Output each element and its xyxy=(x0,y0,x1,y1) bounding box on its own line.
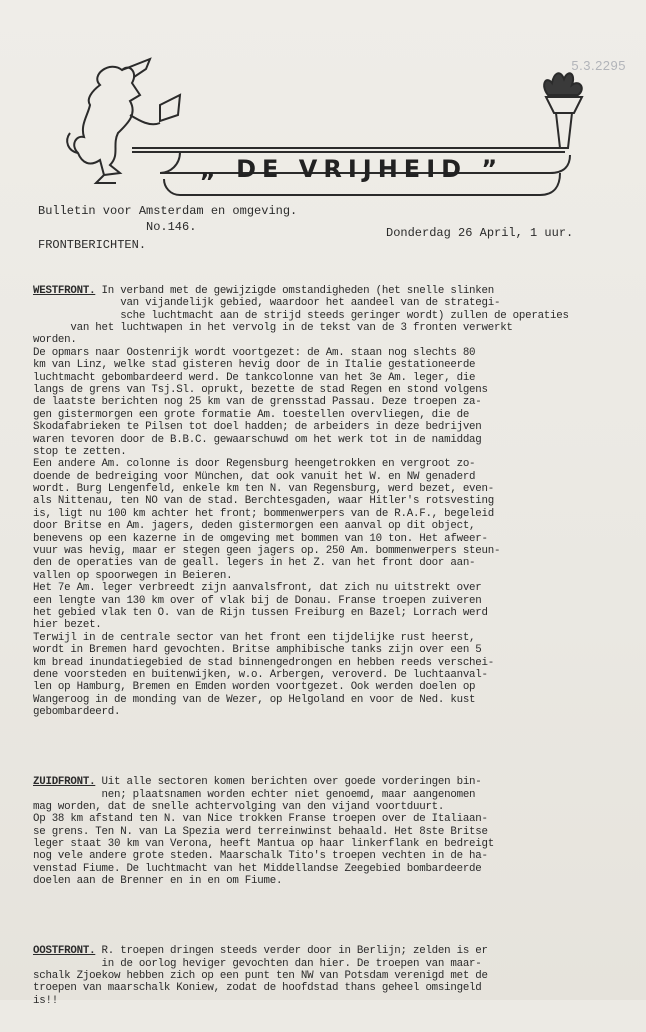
westfront-text: Een andere Am. colonne is door Regensburg heengetrokken en vergroot zo- xyxy=(33,458,476,471)
zuidfront-text: nog vele andere grote steden. Maarschalk Tito's troepen vechten in de ha- xyxy=(33,850,488,863)
zuidfront-text: Op 38 km afstand ten N. van Nice trokken Franse troepen over de Italiaan- xyxy=(33,813,488,826)
westfront-text: is, ligt nu 100 km achter het front; bommenwerpers van de R.A.F., begeleid xyxy=(33,507,494,520)
zuidfront-text: Uit alle sectoren komen berichten over goede vorderingen bin- xyxy=(95,776,482,789)
westfront-line xyxy=(33,706,615,718)
westfront-line xyxy=(33,359,615,371)
westfront-line xyxy=(33,508,615,520)
zuidfront-text: nen; plaatsnamen worden echter niet genoemd, maar aangenomen xyxy=(33,788,476,801)
westfront-line xyxy=(33,310,615,322)
westfront-text: wordt. Burg Lengenfeld, enkele km ten N. van Regensburg, werd bezet, even- xyxy=(33,483,494,496)
oostfront-text: troepen van maarschalk Koniew, zodat de hoofdstad thans geheel omsingeld xyxy=(33,982,482,995)
westfront-text: den de operaties van de geall. legers in het Z. van het front door aan- xyxy=(33,557,476,570)
westfront-line xyxy=(33,285,615,297)
westfront-line xyxy=(33,533,615,545)
westfront-line xyxy=(33,657,615,669)
oostfront-line xyxy=(33,970,615,982)
westfront-line xyxy=(33,619,615,631)
westfront-text: km van Linz, welke stad gisteren hevig door de in Italie gestationeerde xyxy=(33,359,476,372)
newspaper-title: „ DE VRIJHEID ” xyxy=(200,155,504,183)
westfront-line xyxy=(33,607,615,619)
zuidfront-heading: ZUIDFRONT. xyxy=(33,776,96,789)
westfront-text: gen gistermorgen een grote formatie Am. toestellen overvliegen, die de xyxy=(33,408,470,421)
zuidfront-line xyxy=(33,863,615,875)
westfront-text: het gebied vlak ten O. van de Rijn tussen Freiburg en Bazel; Lorrach werd xyxy=(33,606,488,619)
issue-date: Donderdag 26 April, 1 uur. xyxy=(386,226,574,240)
westfront-text: als Nittenau, ten NO van de stad. Berchtesgaden, waar Hitler's rotsvesting xyxy=(33,495,494,508)
westfront-line xyxy=(33,595,615,607)
westfront-text: stop te zetten. xyxy=(33,445,127,458)
westfront-text: worden. xyxy=(33,334,77,347)
westfront-line xyxy=(33,297,615,309)
westfront-line xyxy=(33,347,615,359)
westfront-text: gebombardeerd. xyxy=(33,706,121,719)
westfront-text: waren tevoren door de B.B.C. gewaarschuwd om het werk tot in de namiddag xyxy=(33,433,482,446)
westfront-text: een lengte van 130 km over of vlak bij de Donau. Franse troepen zuiveren xyxy=(33,594,482,607)
article-body xyxy=(33,260,615,1032)
westfront-text: doende de bedreiging voor München, dat ook vanuit het W. en NW genaderd xyxy=(33,470,476,483)
westfront-line xyxy=(33,322,615,334)
westfront-line xyxy=(33,681,615,693)
zuidfront-text: leger staat 30 km van Verona, heeft Mantua op haar linkerflank en bedreigt xyxy=(33,838,494,851)
zuidfront-line xyxy=(33,838,615,850)
westfront-line xyxy=(33,421,615,433)
zuidfront-text: doelen aan de Brenner en in en om Fiume. xyxy=(33,875,283,888)
zuidfront-line xyxy=(33,801,615,813)
westfront-line xyxy=(33,396,615,408)
section-heading: FRONTBERICHTEN. xyxy=(38,238,147,252)
zuidfront-line xyxy=(33,826,615,838)
westfront-line xyxy=(33,582,615,594)
oostfront-line xyxy=(33,982,615,994)
westfront-line xyxy=(33,334,615,346)
westfront-text: sche luchtmacht aan de strijd steeds geringer wordt) zullen de operaties xyxy=(33,309,569,322)
westfront-text: Het 7e Am. leger verbreedt zijn aanvalsfront, dat zich nu uitstrekt over xyxy=(33,582,482,595)
westfront-text: langs de grens van Tsj.Sl. oprukt, bezette de stad Regen en stond volgens xyxy=(33,383,488,396)
oostfront-text: is!! xyxy=(33,994,58,1007)
issue-number: No.146. xyxy=(146,220,197,234)
westfront-text: len op Hamburg, Bremen en Emden worden voortgezet. Ook werden doelen op xyxy=(33,681,476,694)
westfront-line xyxy=(33,483,615,495)
westfront-line xyxy=(33,545,615,557)
westfront-text: wordt in Bremen hard gevochten. Britse amphibische tanks zijn over een 5 xyxy=(33,644,482,657)
westfront-line xyxy=(33,632,615,644)
torch-icon xyxy=(544,73,582,148)
westfront-line xyxy=(33,384,615,396)
westfront-line xyxy=(33,471,615,483)
westfront-text: km bread inundatiegebied de stad binnengedrongen en hebben reeds verschei- xyxy=(33,656,494,669)
oostfront-text: schalk Zjoekow hebben zich op een punt ten NW van Potsdam verenigd met de xyxy=(33,970,488,983)
westfront-line xyxy=(33,557,615,569)
westfront-line xyxy=(33,434,615,446)
zuidfront-text: mag worden, dat de snelle achtervolging van den vijand voortduurt. xyxy=(33,800,445,813)
westfront-line xyxy=(33,520,615,532)
westfront-section xyxy=(33,285,615,719)
zuidfront-text: se grens. Ten N. van La Spezia werd terreinwinst behaald. Het 8ste Britse xyxy=(33,825,488,838)
westfront-line xyxy=(33,570,615,582)
oostfront-text: in de oorlog heviger gevochten dan hier. De troepen van maar- xyxy=(33,957,482,970)
westfront-text: van vijandelijk gebied, waardoor het aandeel van de strategi- xyxy=(33,297,501,310)
westfront-text: dene voorsteden en buitenwijken, w.o. Arbergen, veroverd. De luchtaanval- xyxy=(33,668,488,681)
westfront-text: hier bezet. xyxy=(33,619,102,632)
westfront-text: Wangeroog in de monding van de Wezer, op Helgoland en voor de Ned. kust xyxy=(33,693,476,706)
oostfront-heading: OOSTFRONT. xyxy=(33,945,96,958)
lion-emblem-icon xyxy=(67,59,160,183)
flag-icon xyxy=(160,95,180,121)
oostfront-section xyxy=(33,945,615,1007)
westfront-text: door Britse en Am. jagers, deden gistermorgen een aanval op dit object, xyxy=(33,520,476,533)
oostfront-line xyxy=(33,945,615,957)
bulletin-subtitle: Bulletin voor Amsterdam en omgeving. xyxy=(38,204,298,218)
oostfront-line xyxy=(33,958,615,970)
westfront-text: In verband met de gewijzigde omstandigheden (het snelle slinken xyxy=(95,284,494,297)
westfront-text: vuur was hevig, maar er stegen geen jagers op. 250 Am. bommenwerpers steun- xyxy=(33,545,501,558)
zuidfront-section xyxy=(33,776,615,888)
westfront-line xyxy=(33,644,615,656)
westfront-text: de laatste berichten nog 25 km van de grensstad Passau. Deze troepen za- xyxy=(33,396,482,409)
westfront-text: Skodafabrieken te Pilsen tot doel hadden; de arbeiders in deze bedrijven xyxy=(33,421,482,434)
westfront-line xyxy=(33,458,615,470)
westfront-line xyxy=(33,669,615,681)
westfront-text: benevens op een kazerne in de omgeving met bommen van 10 ton. Het afweer- xyxy=(33,532,488,545)
archive-number-stamp: 5.3.2295 xyxy=(571,58,626,73)
zuidfront-line xyxy=(33,850,615,862)
zuidfront-line xyxy=(33,813,615,825)
masthead xyxy=(60,55,620,205)
westfront-heading: WESTFRONT. xyxy=(33,284,96,297)
zuidfront-line xyxy=(33,789,615,801)
zuidfront-text: venstad Fiume. De luchtmacht van het Middellandse Zeegebied bombardeerde xyxy=(33,862,482,875)
oostfront-text: R. troepen dringen steeds verder door in Berlijn; zelden is er xyxy=(95,945,488,958)
westfront-line xyxy=(33,694,615,706)
westfront-text: vallen op spoorwegen in Beieren. xyxy=(33,569,233,582)
westfront-line xyxy=(33,495,615,507)
westfront-line xyxy=(33,409,615,421)
westfront-text: De opmars naar Oostenrijk wordt voortgezet: de Am. staan nog slechts 80 xyxy=(33,346,476,359)
zuidfront-line xyxy=(33,875,615,887)
westfront-line xyxy=(33,372,615,384)
westfront-text: Terwijl in de centrale sector van het front een tijdelijke rust heerst, xyxy=(33,631,476,644)
zuidfront-line xyxy=(33,776,615,788)
westfront-text: van het luchtwapen in het vervolg in de tekst van de 3 fronten verwerkt xyxy=(33,321,513,334)
westfront-text: luchtmacht gebombardeerd werd. De tankcolonne van het 3e Am. leger, die xyxy=(33,371,476,384)
oostfront-line xyxy=(33,995,615,1007)
westfront-line xyxy=(33,446,615,458)
